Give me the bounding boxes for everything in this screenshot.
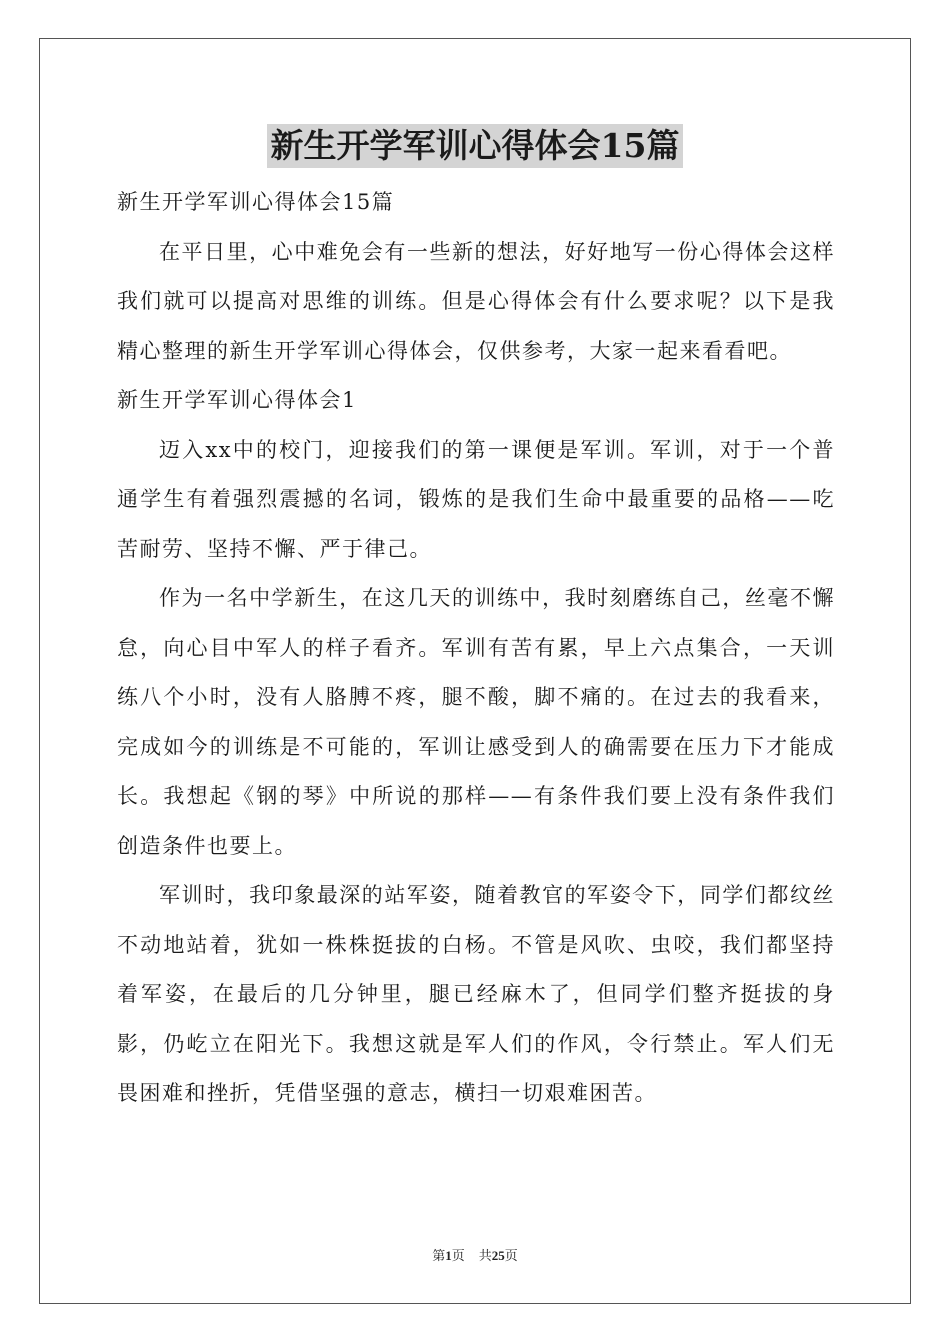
- total-suffix: 页: [504, 1249, 518, 1264]
- body-paragraph: 军训时，我印象最深的站军姿，随着教官的军姿令下，同学们都纹丝不动地站着，犹如一株株挺拔的白杨。不管是风吹、虫咬，我们都坚持着军姿，在最后的几分钟里，腿已经麻木了，但同学们整齐挺拔的身影，仍屹立在阳光下。我想这就是军人们的作风，令行禁止。军人们无畏困难和挫折，凭借坚强的意志，横扫一切艰难困苦。: [117, 883, 835, 1105]
- section-heading: 新生开学军训心得体会1: [117, 388, 357, 412]
- document-body: [117, 178, 835, 1119]
- page-number: 1: [445, 1248, 452, 1263]
- document-title: 新生开学军训心得体会15篇: [267, 124, 684, 168]
- page-suffix: 页: [451, 1249, 465, 1264]
- total-prefix: 共: [478, 1249, 492, 1264]
- subtitle-paragraph: 新生开学军训心得体会15篇: [117, 190, 395, 214]
- total-pages: 25: [491, 1248, 505, 1263]
- page-prefix: 第: [432, 1249, 446, 1264]
- title-container: [0, 124, 950, 168]
- page-footer: [0, 1246, 950, 1267]
- intro-paragraph: 在平日里，心中难免会有一些新的想法，好好地写一份心得体会这样我们就可以提高对思维的训练。但是心得体会有什么要求呢？以下是我精心整理的新生开学军训心得体会，仅供参考，大家一起来看看吧。: [117, 239, 835, 363]
- body-paragraph: 迈入xx中的校门，迎接我们的第一课便是军训。军训，对于一个普通学生有着强烈震撼的名词，锻炼的是我们生命中最重要的品格——吃苦耐劳、坚持不懈、严于律己。: [117, 437, 835, 561]
- body-paragraph: 作为一名中学新生，在这几天的训练中，我时刻磨练自己，丝毫不懈怠，向心目中军人的样子看齐。军训有苦有累，早上六点集合，一天训练八个小时，没有人胳膊不疼，腿不酸，脚不痛的。在过去的我看来，完成如今的训练是不可能的，军训让感受到人的确需要在压力下才能成长。我想起《钢的琴》中所说的那样——有条件我们要上没有条件我们创造条件也要上。: [117, 586, 835, 858]
